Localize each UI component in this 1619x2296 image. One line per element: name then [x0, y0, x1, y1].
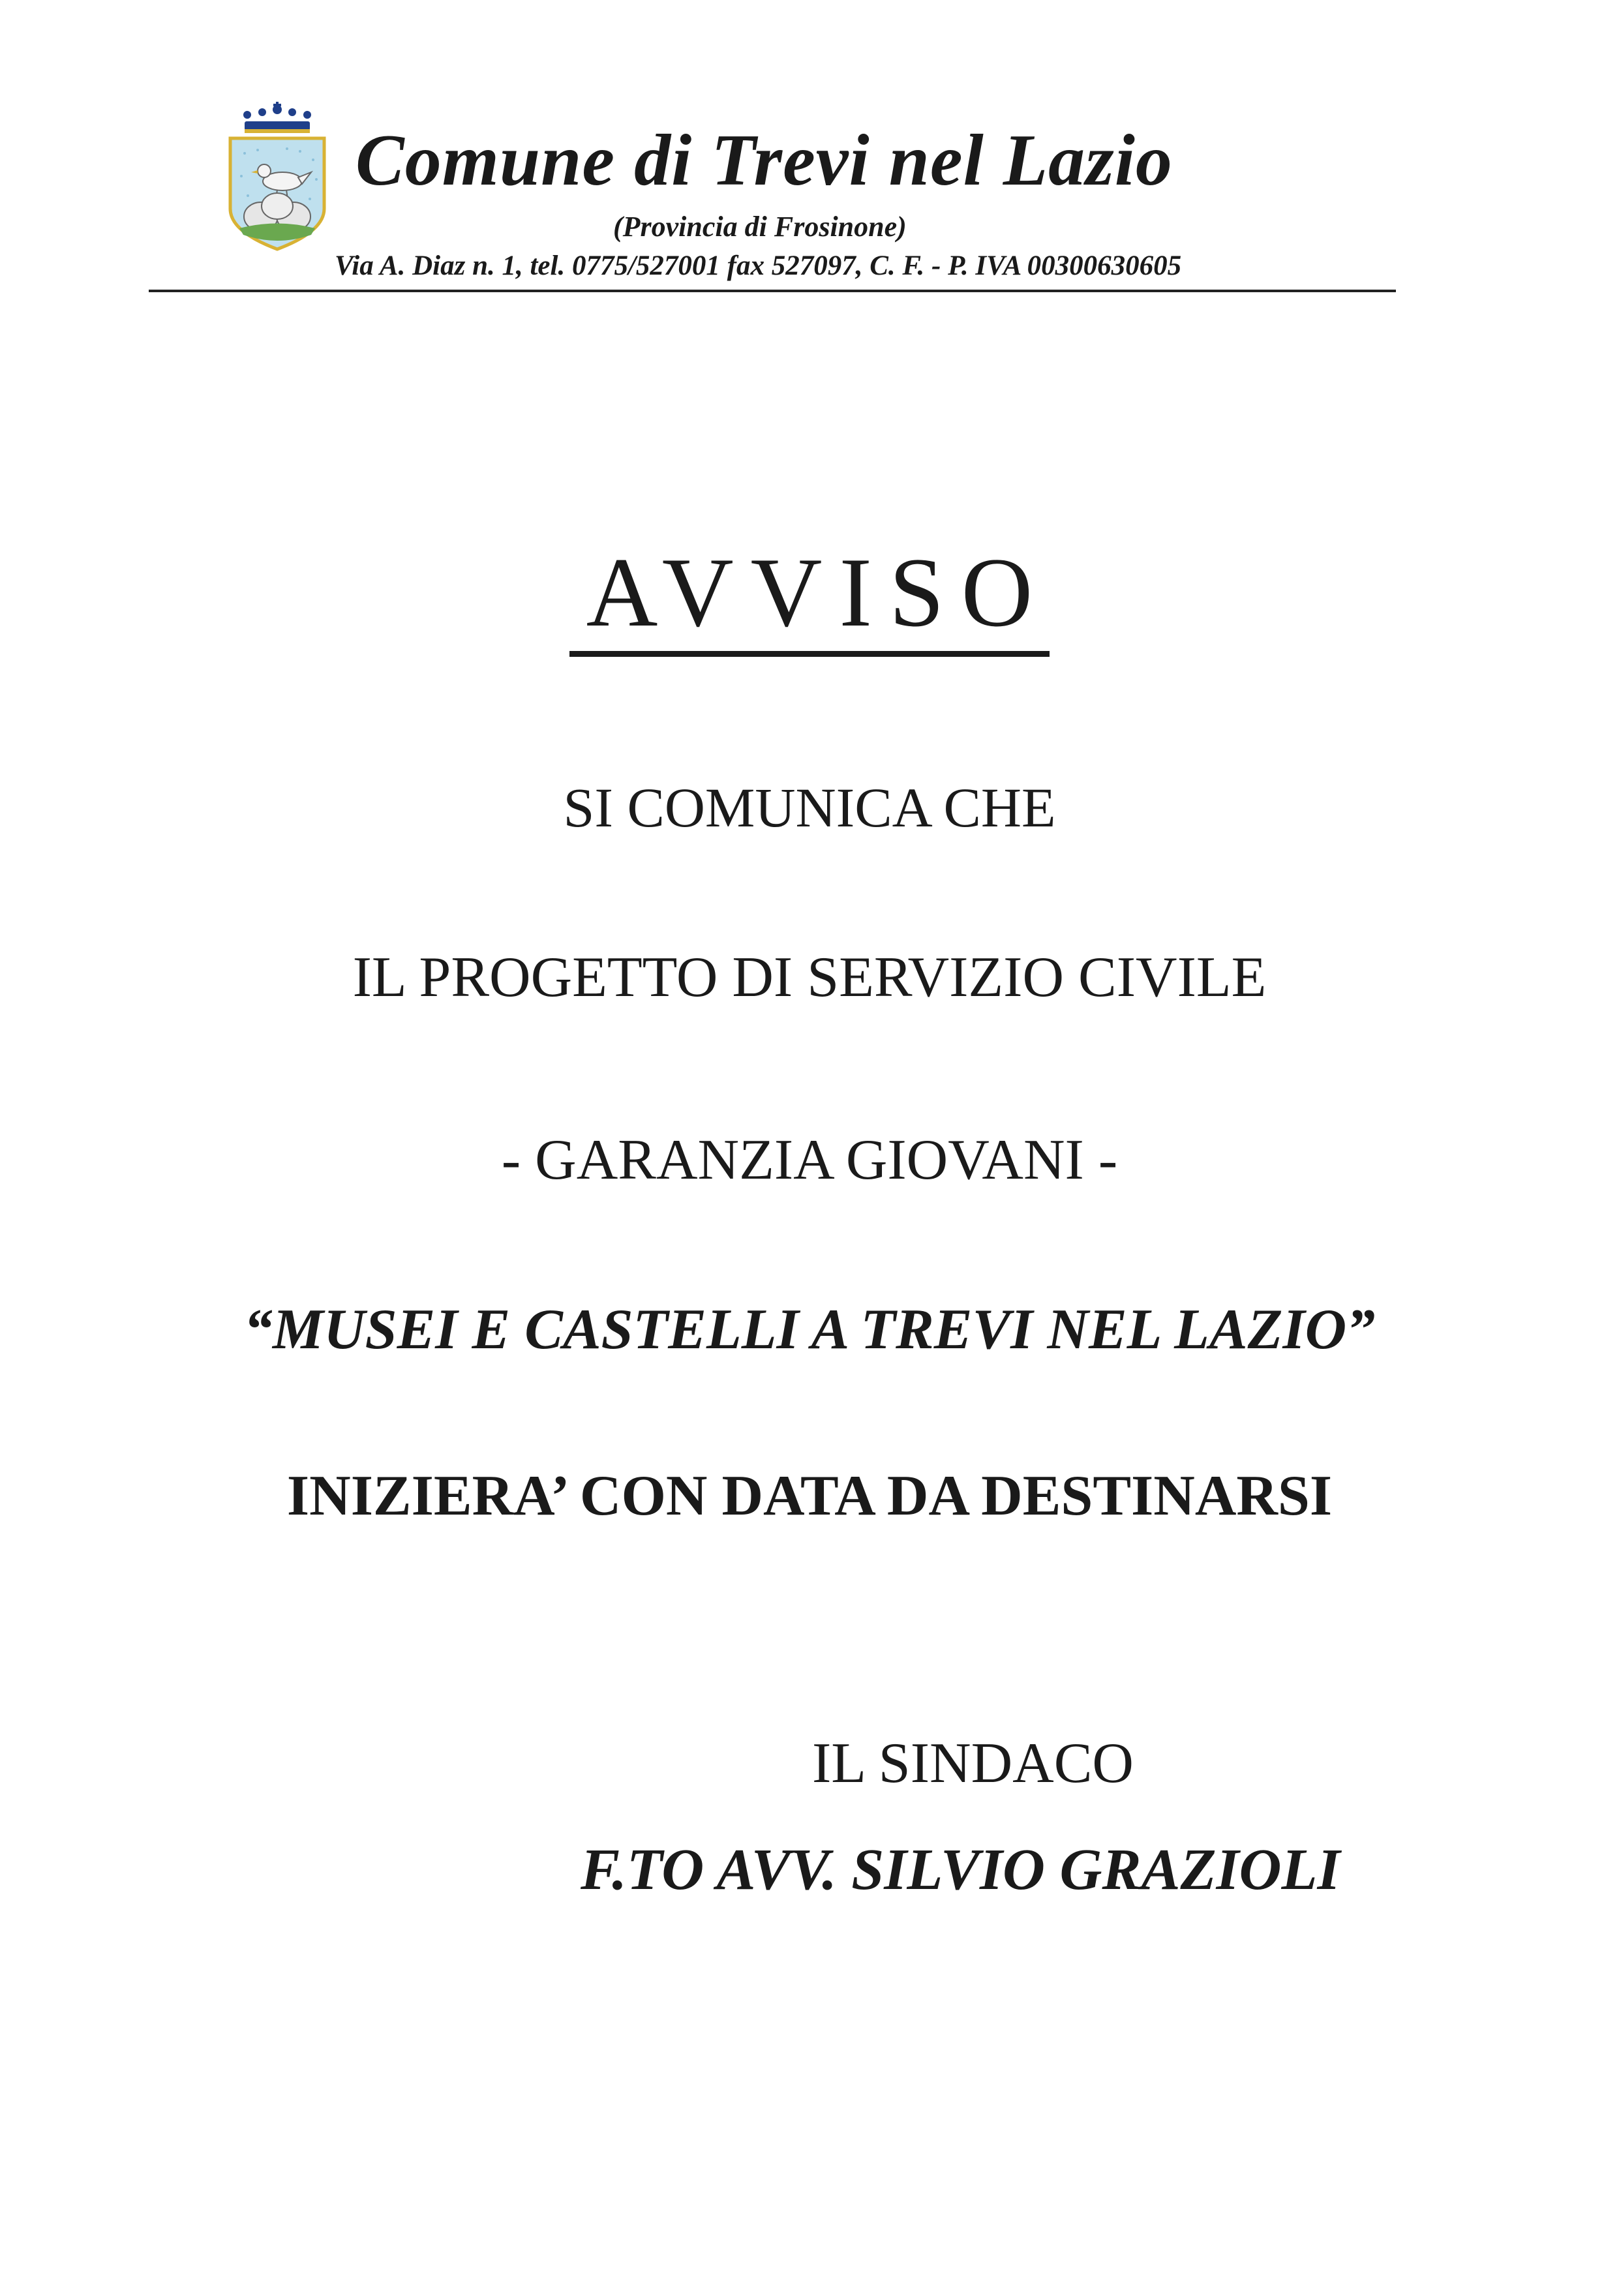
crown-icon [243, 102, 311, 133]
project-title: “MUSEI E CASTELLI A TREVI NEL LAZIO” [243, 1298, 1376, 1361]
notice-line-3: - GARANZIA GIOVANI - [501, 1128, 1118, 1192]
signer-name: F.TO AVV. SILVIO GRAZIOLI [581, 1837, 1340, 1902]
province-line: (Provincia di Frosinone) [613, 211, 907, 243]
notice-title [0, 537, 1619, 657]
header-divider [149, 290, 1396, 292]
signer-role: IL SINDACO [812, 1732, 1134, 1795]
coat-of-arms-icon [225, 98, 329, 254]
notice-line-1: SI COMUNICA CHE [563, 776, 1056, 839]
notice-line-2: IL PROGETTO DI SERVIZIO CIVILE [352, 946, 1267, 1009]
notice-line-5: INIZIERA’ CON DATA DA DESTINARSI [286, 1464, 1333, 1528]
municipality-name: Comune di Trevi nel Lazio [356, 120, 1173, 201]
notice-title-text: AVVISO [569, 543, 1050, 657]
address-line: Via A. Diaz n. 1, tel. 0775/527001 fax 527097, C. F. - P. IVA 00300630605 [335, 250, 1182, 281]
